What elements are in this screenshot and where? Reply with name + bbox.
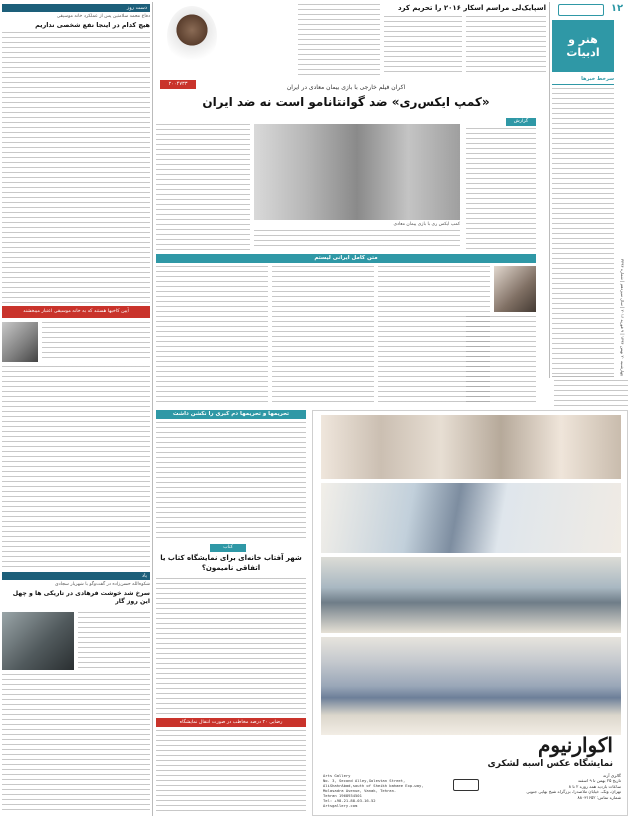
ad-photo-1 — [321, 415, 621, 479]
sidebar-text — [552, 88, 614, 376]
mid-box-text-col2 — [378, 266, 490, 406]
book-story-bottom-bar: رضایی ۲۰ درصد مخاطب در صورت انتقال نمایشگاه — [156, 718, 306, 727]
spike-lee-text-col3 — [298, 4, 380, 76]
main-story-text-col-left — [156, 124, 250, 250]
main-story-section-label: گزارش — [506, 118, 536, 126]
date-line: چهارشنبه ۲۰ بهمن ۱۳۹۴ | ۹ فوریه ۲۰۱۶ | سال سیزدهم | شماره ۳۳۹۴ — [620, 258, 625, 376]
ad-gallery-fa: گالری آرته تاریخ ۲۵ بهمن تا ۹ اسفند ساعات بازدید همه روزه ۲ تا ۸ تهران، ونک، خیابان ملاصدرا، بزرگراه شیخ بهایی جنوبی شماره تماس: ۸۸۰۳۱۶۵۲ — [526, 773, 621, 800]
interview-box-text — [156, 422, 306, 540]
main-story-kicker: اکران فیلم خارجی با بازی بیمان معادی در ایران — [286, 84, 406, 91]
main-story-photo-caption: کمپ ایکس ری با بازی پیمان معادی — [393, 222, 460, 227]
spike-lee-photo — [167, 6, 217, 66]
main-story-photo — [254, 124, 460, 220]
book-story-text — [156, 578, 306, 716]
ad-title-main: اکوارنیوم — [538, 733, 613, 757]
left-portrait-photo — [2, 322, 38, 362]
left-section2-photo — [2, 612, 74, 670]
left-section1-title: هیچ کدام در اینجا نفع شخصی نداریم — [35, 21, 150, 29]
page-number: ۱۲ — [606, 2, 628, 16]
section-title: هنر و ادبیات — [566, 33, 600, 59]
spike-lee-title: اسپایک‌لی مراسم اسکار ۲۰۱۶ را تحریم کرد — [397, 4, 546, 12]
main-story-text-col-right — [466, 128, 536, 250]
mid-box-text-col4 — [156, 266, 268, 406]
left-section1-tag: دست روز — [2, 4, 150, 12]
mid-box-text-col3 — [272, 266, 374, 406]
left-section2-kicker: شکوه‌الله حسن‌زاده در گفت‌وگو با شهریار سجادی — [55, 582, 150, 587]
ad-photo-2 — [321, 483, 621, 553]
spike-lee-code: ۲۰۰۴۷۳۳ — [160, 80, 196, 89]
ad-gallery-logo — [453, 779, 479, 791]
mid-box-portrait — [494, 266, 536, 312]
exhibition-ad — [312, 410, 628, 816]
sidebar-news-head: سرخط خبرها — [552, 76, 614, 85]
left-section2-text2 — [2, 674, 150, 814]
section-title-box — [552, 20, 614, 72]
main-story-title: «کمپ ایکس‌ری» ضد گوانتانامو است نه ضد ایران — [202, 95, 490, 109]
left-section1-kicker: دفاع محمد سلامتین پس از عملکرد خانه موسیقی — [56, 14, 150, 19]
column-rule-right — [549, 2, 550, 378]
left-section1-text3 — [2, 366, 150, 568]
book-story-kicker: کتاب — [210, 544, 246, 552]
left-section2-tag: یاد — [2, 572, 150, 580]
left-section2-text — [78, 612, 150, 670]
left-section2-title: سرخ شد خوشت فرهادی در تاریکی ها و چهل این روز گار — [12, 590, 150, 605]
interview-box-head: تحریمها و تحریمها دم کبری را نکشن داشت — [156, 410, 306, 419]
book-story-text2 — [156, 730, 306, 814]
column-rule-left — [152, 2, 153, 816]
left-quote-box: آیین کاخیها هستند که به خانه موسیقی اعتبار میبخشند — [2, 306, 150, 318]
left-section1-text2 — [42, 322, 150, 362]
book-story-title: شهر آفتاب خانه‌ای برای نمایشگاه کتاب یا اتفاقی نامیمون؟ — [160, 554, 302, 572]
ad-photo-4 — [321, 637, 621, 735]
mid-box-head: متن کامل ایرانی لیستم — [156, 254, 536, 263]
left-section1-text — [2, 32, 150, 304]
spike-lee-text-col2 — [384, 16, 462, 76]
ad-title-sub: نمایشگاه عکس اسبه لشکری — [487, 759, 613, 769]
sidebar-divider — [552, 376, 614, 377]
ad-gallery-en: Arts Gallery No. 3, Second Alley,Golestan Street, AliShahrAbad,south of Sheikh bahaee Exp-way, Molasadra Avenue, Vanak, Tehran. Tehran 1968934501 Tel: +98-21-88-03-16-52 Artsgallery.com — [323, 773, 424, 808]
section-logo-dots — [558, 4, 604, 16]
ad-photo-3 — [321, 557, 621, 633]
spike-lee-text-col1 — [466, 16, 546, 76]
main-story-text-under-photo — [254, 230, 460, 250]
